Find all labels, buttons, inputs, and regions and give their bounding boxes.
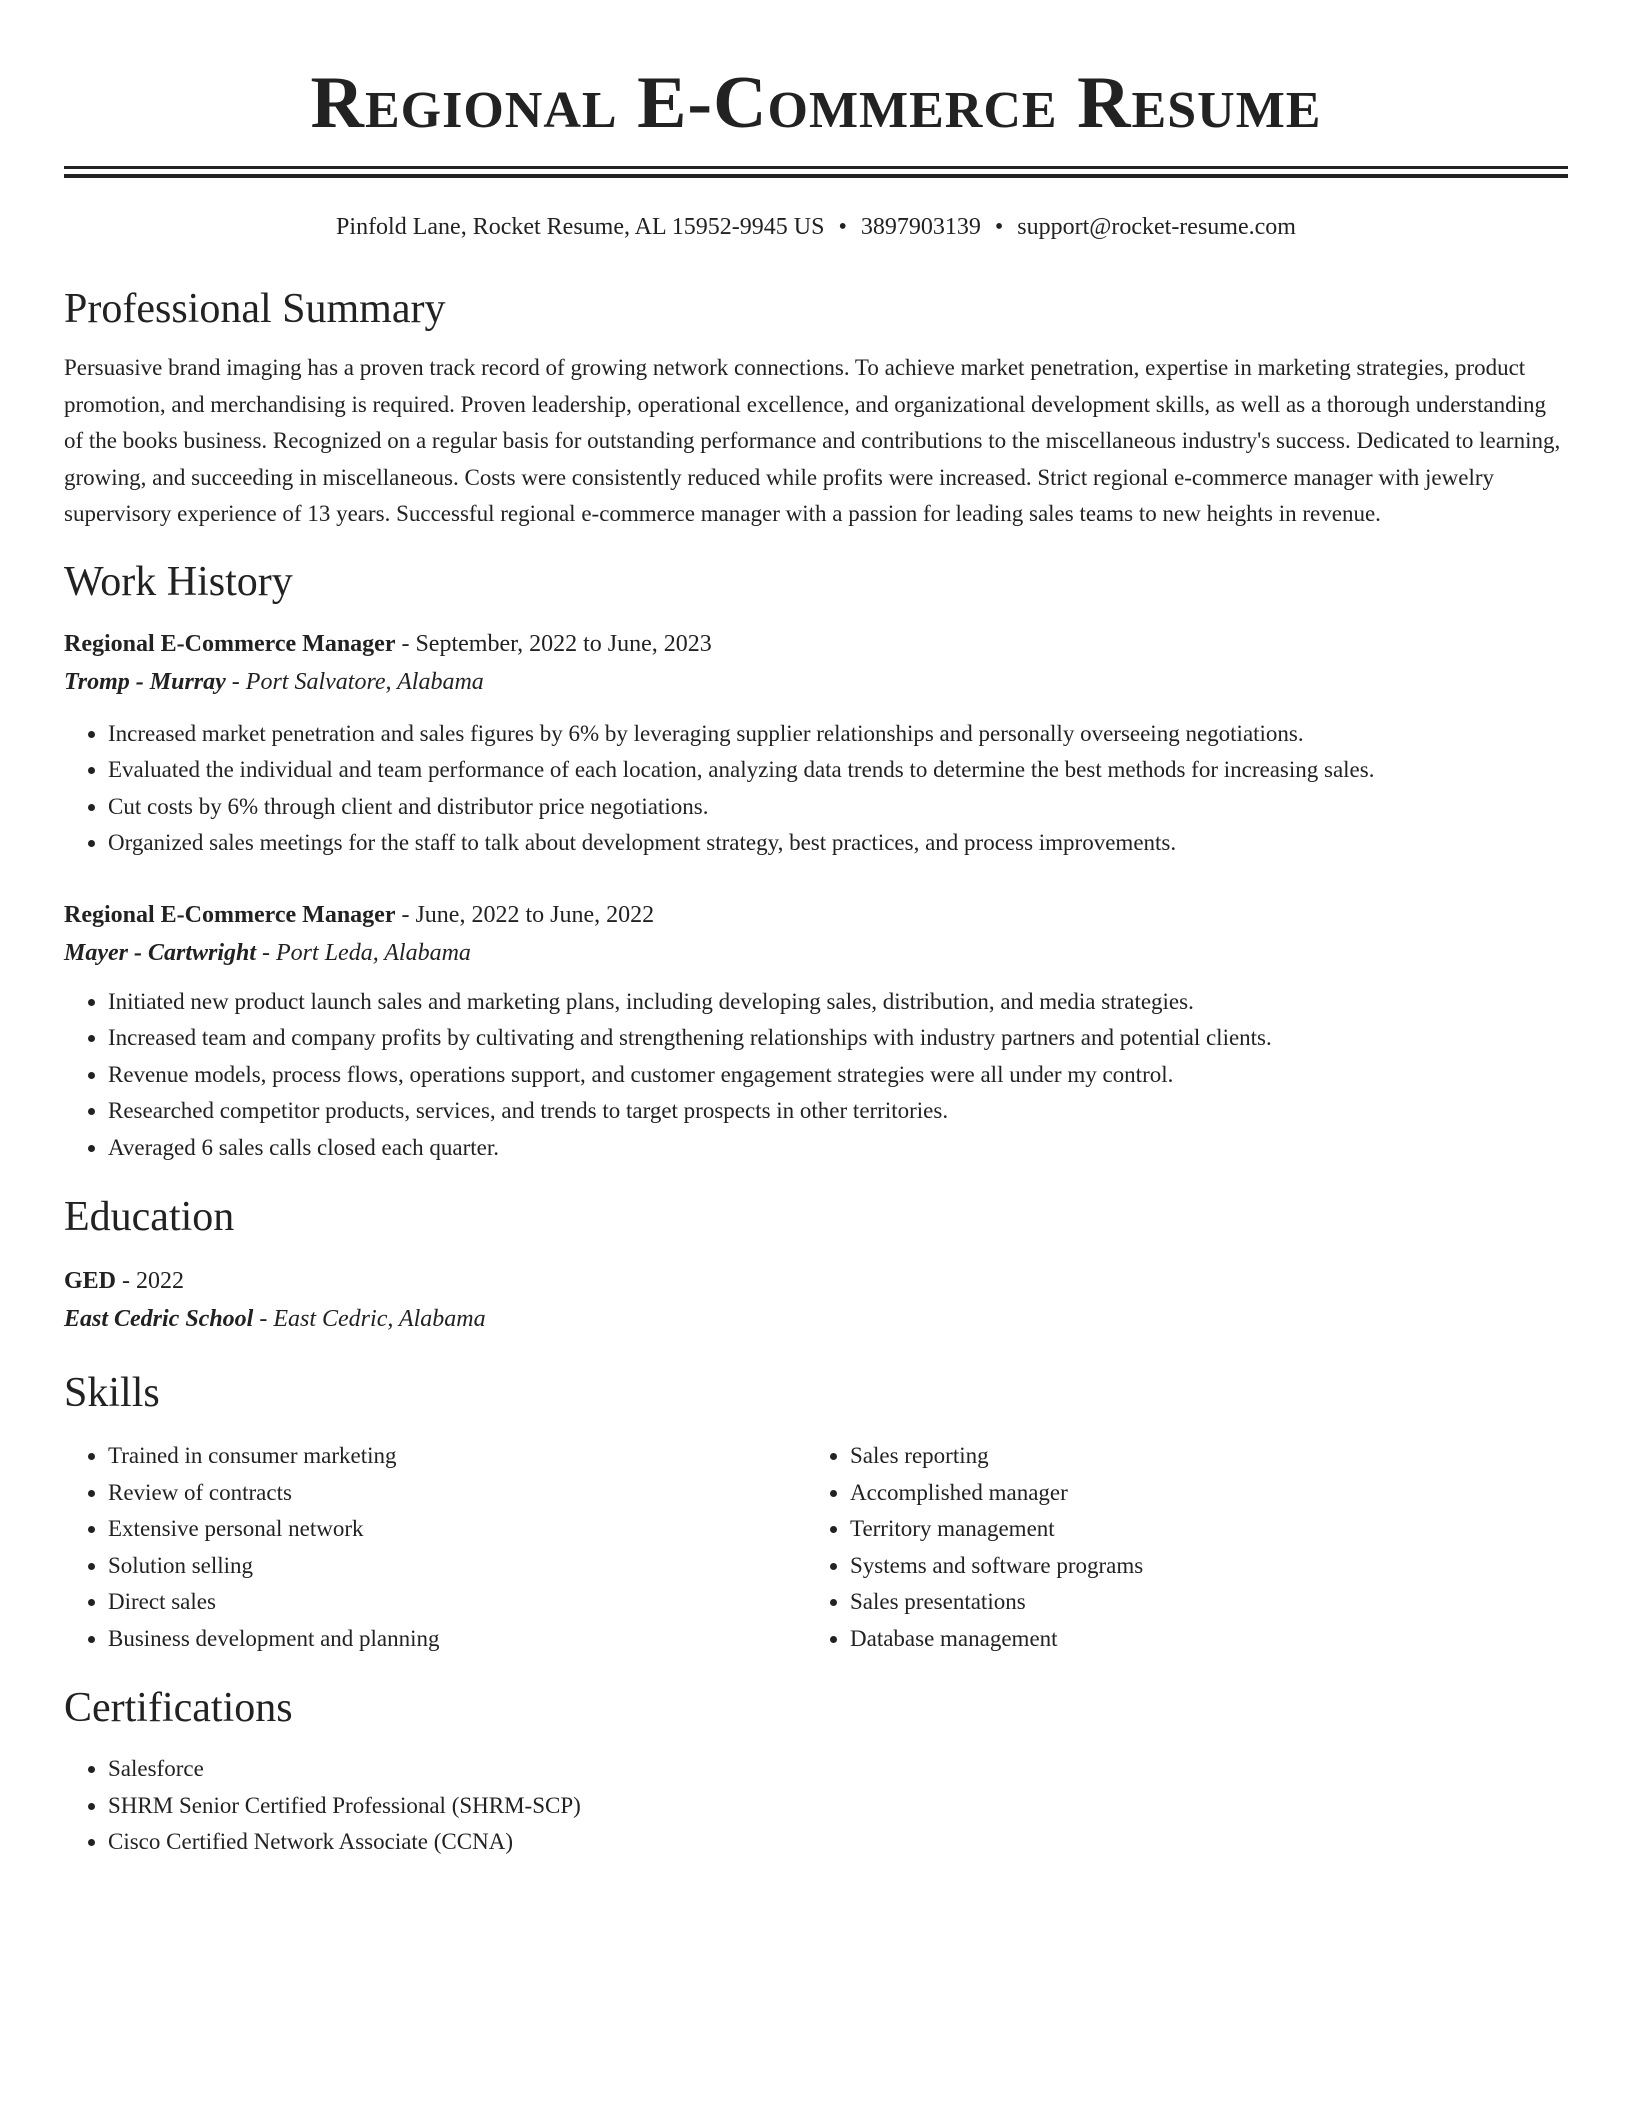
job-bullet: • Revenue models, process flows, operations support, and customer engagement strategies were all under my control. <box>108 1057 1568 1094</box>
skills-heading: Skills <box>64 1370 160 1416</box>
certifications-heading: Certifications <box>64 1685 293 1731</box>
title-rule-bottom <box>64 174 1568 178</box>
job-location: - Port Salvatore, Alabama <box>225 668 484 695</box>
contact-separator: • <box>994 214 1004 240</box>
job-title: Regional E-Commerce Manager <box>64 630 396 657</box>
contact-separator: • <box>838 214 847 240</box>
education-entry <box>64 1262 1568 1338</box>
job-location: - Port Leda, Alabama <box>256 939 471 966</box>
job-title: Regional E-Commerce Manager <box>64 901 396 928</box>
job-dates: - September, 2022 to June, 2023 <box>395 630 712 657</box>
certification-item: • SHRM Senior Certified Professional (SHRM-SCP) <box>108 1788 1568 1825</box>
skills-section <box>64 1368 1568 1657</box>
education-year: - 2022 <box>116 1268 185 1294</box>
job-bullet: • Increased market penetration and sales figures by 6% by leveraging supplier relationships and personally overseeing negotiations. <box>108 716 1568 753</box>
job-bullet: • Initiated new product launch sales and marketing plans, including developing sales, distribution, and media strategies. <box>108 984 1568 1021</box>
skill-item: • Accomplished manager <box>850 1475 1143 1512</box>
contact-phone: 3897903139 <box>860 214 981 240</box>
skill-item: • Review of contracts <box>108 1475 806 1512</box>
job-bullets <box>64 984 1568 1167</box>
title-rule-top <box>64 166 1568 169</box>
job-bullet: • Organized sales meetings for the staff to talk about development strategy, best practices, and process improvements. <box>108 825 1568 862</box>
education-school: East Cedric School <box>64 1306 254 1332</box>
job-entry <box>64 625 1568 862</box>
job-dates: - June, 2022 to June, 2022 <box>395 901 655 928</box>
job-company: Mayer - Cartwright <box>64 939 257 966</box>
job-org-line <box>64 934 1568 972</box>
work-history-section <box>64 557 1568 1167</box>
job-bullet: • Cut costs by 6% through client and distributor price negotiations. <box>108 789 1568 826</box>
skill-item: • Sales presentations <box>850 1584 1143 1621</box>
job-bullets <box>64 716 1568 862</box>
job-bullet: • Increased team and company profits by cultivating and strengthening relationships with industry partners and potential clients. <box>108 1020 1568 1057</box>
job-org-line <box>64 663 1568 701</box>
work-history-heading: Work History <box>64 558 293 605</box>
skill-item: • Systems and software programs <box>850 1548 1143 1585</box>
skill-item: • Direct sales <box>108 1584 806 1621</box>
resume-title: Regional E-Commerce Resume <box>310 62 1322 144</box>
job-title-line <box>64 625 1568 663</box>
skills-columns <box>64 1438 1568 1657</box>
education-heading: Education <box>64 1194 235 1240</box>
education-location: - East Cedric, Alabama <box>253 1306 486 1332</box>
certification-item: • Cisco Certified Network Associate (CCNA) <box>108 1824 1568 1861</box>
job-bullet: • Researched competitor products, services, and trends to target prospects in other territories. <box>108 1093 1568 1130</box>
summary-heading: Professional Summary <box>64 286 446 332</box>
job-entry <box>64 896 1568 1167</box>
contact-line <box>64 212 1568 242</box>
skill-item: • Extensive personal network <box>108 1511 806 1548</box>
skill-item: • Territory management <box>850 1511 1143 1548</box>
certifications-list <box>64 1751 1568 1861</box>
skills-list-left <box>64 1438 806 1657</box>
certifications-section <box>64 1683 1568 1861</box>
job-bullet: • Averaged 6 sales calls closed each quarter. <box>108 1130 1568 1167</box>
job-company: Tromp - Murray <box>64 668 226 695</box>
education-school-line <box>64 1300 1568 1338</box>
job-bullet: • Evaluated the individual and team performance of each location, analyzing data trends to determine the best methods for increasing sales. <box>108 752 1568 789</box>
skill-item: • Solution selling <box>108 1548 806 1585</box>
skill-item: • Sales reporting <box>850 1438 1143 1475</box>
skill-item: • Business development and planning <box>108 1621 806 1658</box>
job-title-line <box>64 896 1568 934</box>
skill-item: • Trained in consumer marketing <box>108 1438 806 1475</box>
skills-list-right <box>806 1438 1143 1657</box>
contact-email: support@rocket-resume.com <box>1017 214 1296 240</box>
certification-item: • Salesforce <box>108 1751 1568 1788</box>
summary-text: Persuasive brand imaging has a proven track record of growing network connections. To achieve market penetration, expertise in marketing strategies, product promotion, and merchandising is required. Proven leadership, operational excellence, and organizational development skills, as well as a thorough understanding of the books business. Recognized on a regular basis for outstanding performance and contributions to the miscellaneous industry's success. Dedicated to learning, growing, and succeeding in miscellaneous. Costs were consistently reduced while profits were increased. Strict regional e-commerce manager with jewelry supervisory experience of 13 years. Successful regional e-commerce manager with a passion for leading sales teams to new heights in revenue. <box>64 355 1561 526</box>
skill-item: • Database management <box>850 1621 1143 1658</box>
contact-address: Pinfold Lane, Rocket Resume, AL 15952-9945 US <box>336 214 825 240</box>
summary-section <box>64 284 1568 533</box>
education-degree-line <box>64 1262 1568 1300</box>
education-section <box>64 1192 1568 1338</box>
education-degree: GED <box>64 1268 117 1294</box>
